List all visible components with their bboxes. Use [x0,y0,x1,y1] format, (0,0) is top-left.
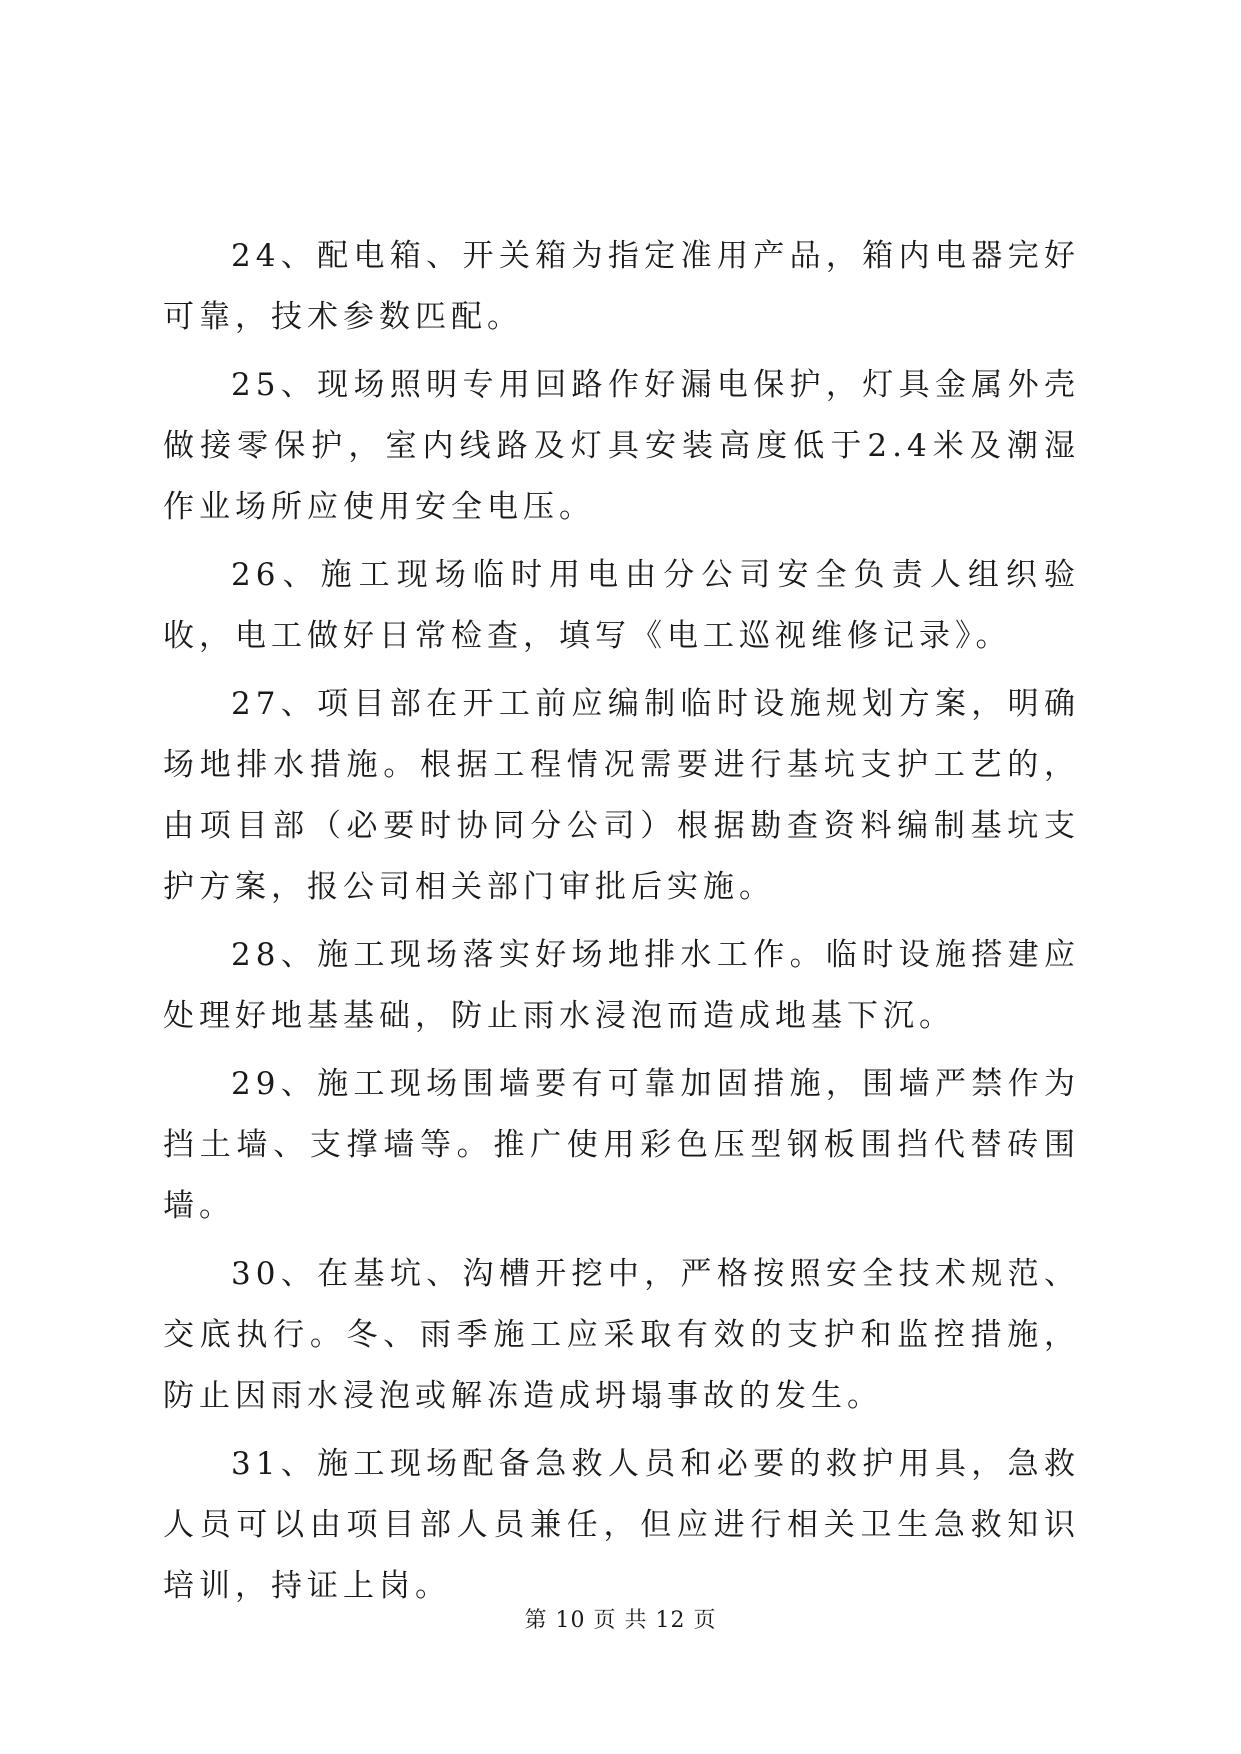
paragraph-31: 31、施工现场配备急救人员和必要的救护用具，急救人员可以由项目部人员兼任，但应进行相关卫生急救知识培训，持证上岗。 [163,1446,1080,1604]
paragraph-24: 24、配电箱、开关箱为指定准用产品，箱内电器完好可靠，技术参数匹配。 [163,238,1080,335]
paragraph-30: 30、在基坑、沟槽开挖中，严格按照安全技术规范、交底执行。冬、雨季施工应采取有效的支护和监控措施，防止因雨水浸泡或解冻造成坍塌事故的发生。 [163,1256,1080,1414]
paragraph-27: 27、项目部在开工前应编制临时设施规划方案，明确场地排水措施。根据工程情况需要进行基坑支护工艺的，由项目部（必要时协同分公司）根据勘查资料编制基坑支护方案，报公司相关部门审批后实施。 [163,686,1080,905]
paragraph-25: 25、现场照明专用回路作好漏电保护，灯具金属外壳做接零保护，室内线路及灯具安装高度低于2.4米及潮湿作业场所应使用安全电压。 [163,367,1080,525]
page-footer: 第 10 页 共 12 页 [524,1608,717,1633]
paragraph-26: 26、施工现场临时用电由分公司安全负责人组织验收，电工做好日常检查，填写《电工巡视维修记录》。 [163,557,1080,654]
paragraph-29: 29、施工现场围墙要有可靠加固措施，围墙严禁作为挡土墙、支撑墙等。推广使用彩色压型钢板围挡代替砖围墙。 [163,1066,1080,1224]
document-body [163,226,1080,1624]
paragraph-28: 28、施工现场落实好场地排水工作。临时设施搭建应处理好地基基础，防止雨水浸泡而造成地基下沉。 [163,937,1080,1034]
